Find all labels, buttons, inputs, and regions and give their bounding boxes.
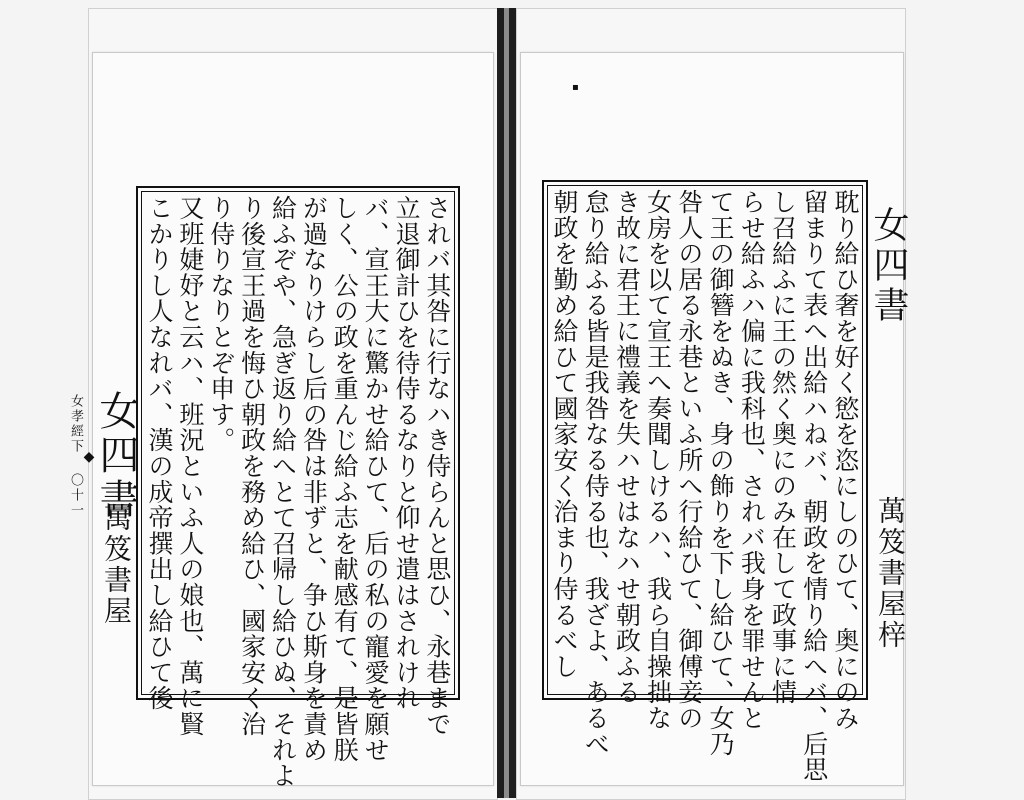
text-column: 怠り給ふる皆是我咎なる侍る也、我ざよ、あるべ [581, 189, 611, 757]
right-hashira-column [866, 186, 909, 346]
text-column: り侍りなりとぞ申す。 [206, 195, 236, 453]
text-column: 朝政を勤め給ひて國家安く治まり侍るべし [550, 189, 579, 680]
text-column: り後宣王過を悔ひ朝政を務め給ひ、國家安く治 [237, 195, 267, 737]
publisher-imprint-left: 萬笈書屋 [100, 503, 133, 627]
text-column: が過なりけらし后の咎は非ずと、争ひ斯身を責め [299, 195, 329, 763]
text-column: されバ其咎に行なハき侍らんと思ひ、永巷まで [422, 195, 452, 737]
text-column: き故に君王に禮義を失ハせはなハせ朝政ふる [612, 189, 642, 705]
text-column: 立退御計ひを待侍るなりと仰せ遣はされけれ [392, 195, 421, 711]
text-column: 咎人の居る永巷といふ所へ行給ひて、御傅妾の [674, 189, 704, 731]
text-column: バ、宣王大に驚かせ給ひて、后の私の寵愛を願せ [361, 195, 391, 763]
text-column: て王の御簪をぬき、身の飾りを下し給ひて、女乃 [706, 189, 736, 757]
text-column: 給ふぞや、急ぎ返り給へとて召帰し給ひぬ、それよ [268, 195, 298, 789]
book-spine-gutter [504, 8, 509, 798]
text-column: 女房を以て宣王へ奏聞しけるハ、我ら自操拙な [643, 189, 673, 731]
gyobi-mark-icon: ◆ [81, 448, 97, 468]
right-text-columns [550, 189, 860, 783]
publisher-imprint-right: 萬笈書屋梓 [874, 496, 907, 651]
volume-title: 女孝經下 [68, 393, 83, 454]
text-column: らせ給ふハ偏に我科也、されバ我身を罪せんと [737, 189, 767, 731]
text-column: 耽り給ひ奢を好く慾を恣にしのひて、奥にのみ [830, 189, 860, 731]
folio-number: 〇十一 [68, 473, 83, 519]
text-column: し召給ふに王の然く奥にのみ在して政事に情 [768, 189, 798, 705]
left-text-columns [145, 195, 452, 789]
text-column: こかりし人なれバ、漢の成帝撰出し給ひて後 [145, 195, 174, 711]
page-speck: ▪ [572, 82, 579, 93]
text-column: 又班婕妤と云ハ、班況といふ人の娘也、萬に賢 [175, 195, 205, 737]
text-column: 留まりて表へ出給ハねバ、朝政を情り給へバ、后思 [799, 189, 829, 783]
text-column: しく、公の政を重んじ給ふ志を献感有て、是皆朕 [330, 195, 360, 763]
book-title: 女四書 [93, 390, 139, 522]
book-title-right: 女四書 [868, 206, 909, 326]
